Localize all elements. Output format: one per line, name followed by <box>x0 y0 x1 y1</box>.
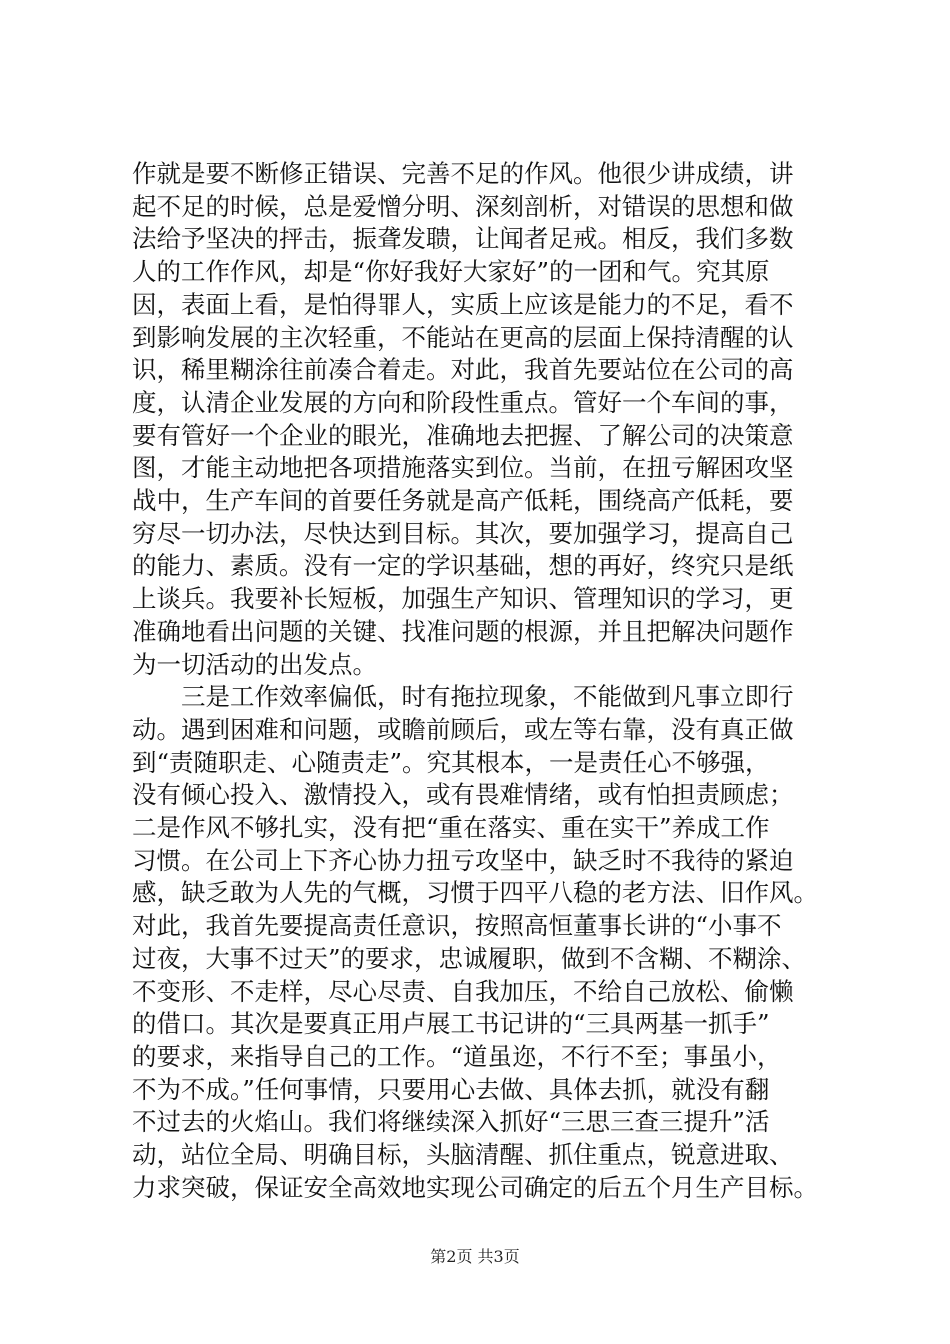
document-body <box>132 158 822 1205</box>
text-line: 人的工作作风，却是“你好我好大家好”的一团和气。究其原 <box>132 257 770 287</box>
text-line: 度，认清企业发展的方向和阶段性重点。管好一个车间的事， <box>132 387 794 417</box>
text-line: 为一切活动的出发点。 <box>132 649 377 679</box>
text-line: 不过去的火焰山。我们将继续深入抓好“三思三查三提升”活 <box>132 1107 770 1137</box>
text-line: 的能力、素质。没有一定的学识基础，想的再好，终究只是纸 <box>132 551 794 581</box>
paragraph-2 <box>132 681 822 1204</box>
text-line: 识，稀里糊涂往前凑合着走。对此，我首先要站位在公司的高 <box>132 355 794 385</box>
paragraph-1 <box>132 158 822 681</box>
text-line: 战中，生产车间的首要任务就是高产低耗，围绕高产低耗，要 <box>132 486 794 516</box>
text-line: 到影响发展的主次轻重，不能站在更高的层面上保持清醒的认 <box>132 322 794 352</box>
text-line: 过夜，大事不过天”的要求，忠诚履职，做到不含糊、不糊涂、 <box>132 943 807 973</box>
text-line: 动，站位全局、明确目标，头脑清醒、抓住重点，锐意进取、 <box>132 1140 794 1170</box>
text-line: 到“责随职走、心随责走”。究其根本，一是责任心不够强， <box>132 747 770 777</box>
text-line: 起不足的时候，总是爱憎分明、深刻剖析，对错误的思想和做 <box>132 191 794 221</box>
text-line: 穷尽一切办法，尽快达到目标。其次，要加强学习，提高自己 <box>132 518 794 548</box>
text-line: 力求突破，保证安全高效地实现公司确定的后五个月生产目标。 <box>132 1172 818 1202</box>
text-line: 作就是要不断修正错误、完善不足的作风。他很少讲成绩，讲 <box>132 159 794 188</box>
text-line: 法给予坚决的抨击，振聋发聩，让闻者足戒。相反，我们多数 <box>132 224 794 254</box>
text-line: 图，才能主动地把各项措施落实到位。当前，在扭亏解困攻坚 <box>132 453 794 483</box>
text-line: 感，缺乏敢为人先的气概，习惯于四平八稳的老方法、旧作风。 <box>132 878 818 908</box>
page-number-footer: 第2页 共3页 <box>430 1247 520 1266</box>
text-line: 因，表面上看，是怕得罪人，实质上应该是能力的不足，看不 <box>132 289 794 319</box>
text-line: 要有管好一个企业的眼光，准确地去把握、了解公司的决策意 <box>132 420 794 450</box>
text-line: 三是工作效率偏低，时有拖拉现象，不能做到凡事立即行 <box>181 682 794 712</box>
text-line: 没有倾心投入、激情投入，或有畏难情绪，或有怕担责顾虑； <box>132 780 794 810</box>
text-line: 的要求，来指导自己的工作。“道虽迩，不行不至；事虽小， <box>132 1041 782 1071</box>
text-line: 二是作风不够扎实，没有把“重在落实、重在实干”养成工作 <box>132 813 770 843</box>
text-line: 习惯。在公司上下齐心协力扭亏攻坚中，缺乏时不我待的紧迫 <box>132 845 794 875</box>
text-line: 对此，我首先要提高责任意识，按照高恒董事长讲的“小事不 <box>132 911 782 941</box>
text-line: 动。遇到困难和问题，或瞻前顾后，或左等右靠，没有真正做 <box>132 714 794 744</box>
text-line: 不为不成。”任何事情，只要用心去做、具体去抓，就没有翻 <box>132 1074 770 1104</box>
text-line: 准确地看出问题的关键、找准问题的根源，并且把解决问题作 <box>132 616 794 646</box>
text-line: 不变形、不走样，尽心尽责、自我加压，不给自己放松、偷懒 <box>132 976 794 1006</box>
text-line: 的借口。其次是要真正用卢展工书记讲的“三具两基一抓手” <box>132 1009 770 1039</box>
text-line: 上谈兵。我要补长短板，加强生产知识、管理知识的学习，更 <box>132 584 794 614</box>
